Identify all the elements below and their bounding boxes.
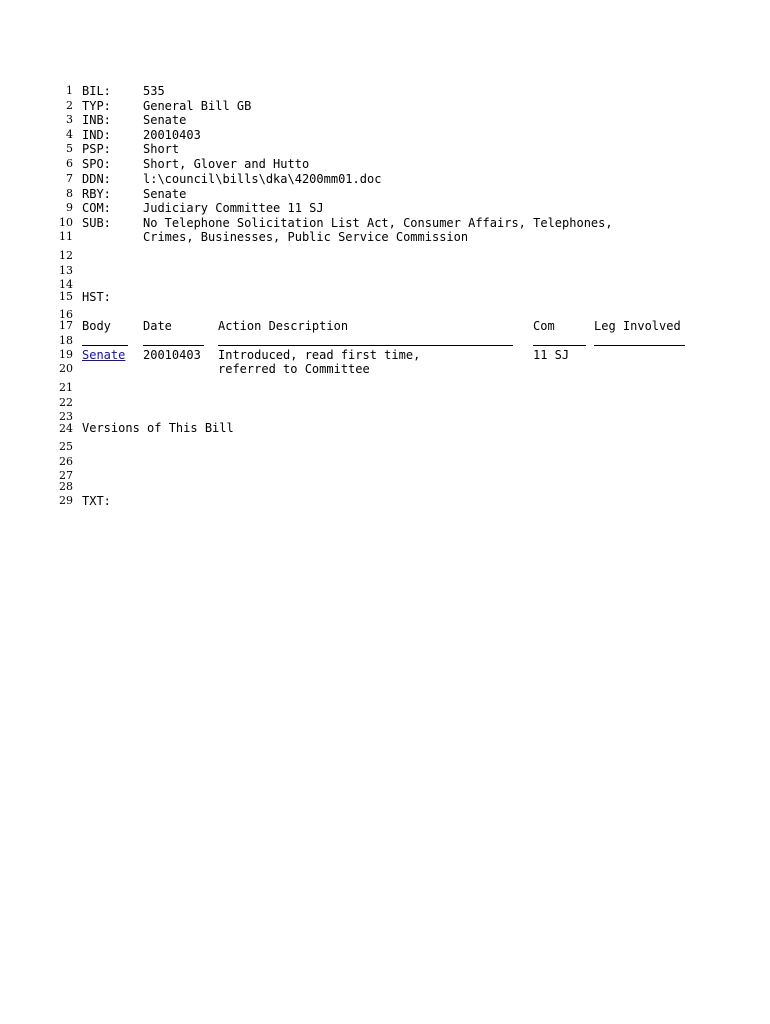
field-label: IND: <box>82 128 111 142</box>
line-number: 20 <box>59 362 73 375</box>
line-number: 6 <box>66 157 73 170</box>
field-label: COM: <box>82 201 111 215</box>
line-number: 5 <box>66 142 73 155</box>
line-number: 24 <box>59 422 73 435</box>
line-number: 8 <box>66 187 73 200</box>
line-number: 10 <box>59 216 73 229</box>
line-number: 9 <box>66 201 73 214</box>
line-number: 26 <box>59 455 73 468</box>
line-number: 12 <box>59 249 73 262</box>
line-number: 25 <box>59 440 73 453</box>
column-header-com: Com <box>533 319 555 333</box>
field-label: INB: <box>82 113 111 127</box>
field-label: SPO: <box>82 157 111 171</box>
line-number: 28 <box>59 480 73 493</box>
line-number: 14 <box>59 278 73 291</box>
line-number: 4 <box>66 128 73 141</box>
line-number: 29 <box>59 494 73 507</box>
field-label: SUB: <box>82 216 111 230</box>
senate-link[interactable]: Senate <box>82 348 126 362</box>
field-value: Short <box>143 142 180 156</box>
field-value: Senate <box>143 113 187 127</box>
field-value: 20010403 <box>143 128 201 142</box>
history-date: 20010403 <box>143 348 201 362</box>
field-value: Senate <box>143 187 187 201</box>
line-number: 23 <box>59 410 73 423</box>
line-number: 19 <box>59 348 73 361</box>
history-action-continued: referred to Committee <box>218 362 370 376</box>
column-rule-action <box>218 345 513 346</box>
field-value-continued: Crimes, Businesses, Public Service Commission <box>143 230 469 244</box>
line-number: 15 <box>59 290 73 303</box>
column-header-date: Date <box>143 319 172 333</box>
column-header-action: Action Description <box>218 319 349 333</box>
versions-heading: Versions of This Bill <box>82 421 234 435</box>
txt-label: TXT: <box>82 494 111 508</box>
history-action: Introduced, read first time, <box>218 348 421 362</box>
field-label: DDN: <box>82 172 111 186</box>
column-header-body: Body <box>82 319 111 333</box>
column-rule-date <box>143 345 204 346</box>
field-label: BIL: <box>82 84 111 98</box>
column-rule-leg <box>594 345 685 346</box>
column-header-leg: Leg Involved <box>594 319 681 333</box>
history-com: 11 SJ <box>533 348 570 362</box>
line-number: 1 <box>66 84 73 97</box>
field-value: l:\council\bills\dka\4200mm01.doc <box>143 172 382 186</box>
line-number: 2 <box>66 99 73 112</box>
line-number: 27 <box>59 469 73 482</box>
field-label: RBY: <box>82 187 111 201</box>
line-number: 16 <box>59 308 73 321</box>
field-label: TYP: <box>82 99 111 113</box>
column-rule-com <box>533 345 586 346</box>
line-number: 13 <box>59 264 73 277</box>
column-rule-body <box>82 345 128 346</box>
line-number: 17 <box>59 319 73 332</box>
field-label: PSP: <box>82 142 111 156</box>
field-value: Short, Glover and Hutto <box>143 157 310 171</box>
field-value: No Telephone Solicitation List Act, Consumer Affairs, Telephones, <box>143 216 613 230</box>
line-number: 7 <box>66 172 73 185</box>
field-value: General Bill GB <box>143 99 252 113</box>
history-label: HST: <box>82 290 111 304</box>
line-number: 11 <box>59 230 73 243</box>
line-number: 18 <box>59 334 73 347</box>
line-number: 21 <box>59 381 73 394</box>
field-value: Judiciary Committee 11 SJ <box>143 201 324 215</box>
line-number: 22 <box>59 396 73 409</box>
line-number: 3 <box>66 113 73 126</box>
field-value: 535 <box>143 84 165 98</box>
